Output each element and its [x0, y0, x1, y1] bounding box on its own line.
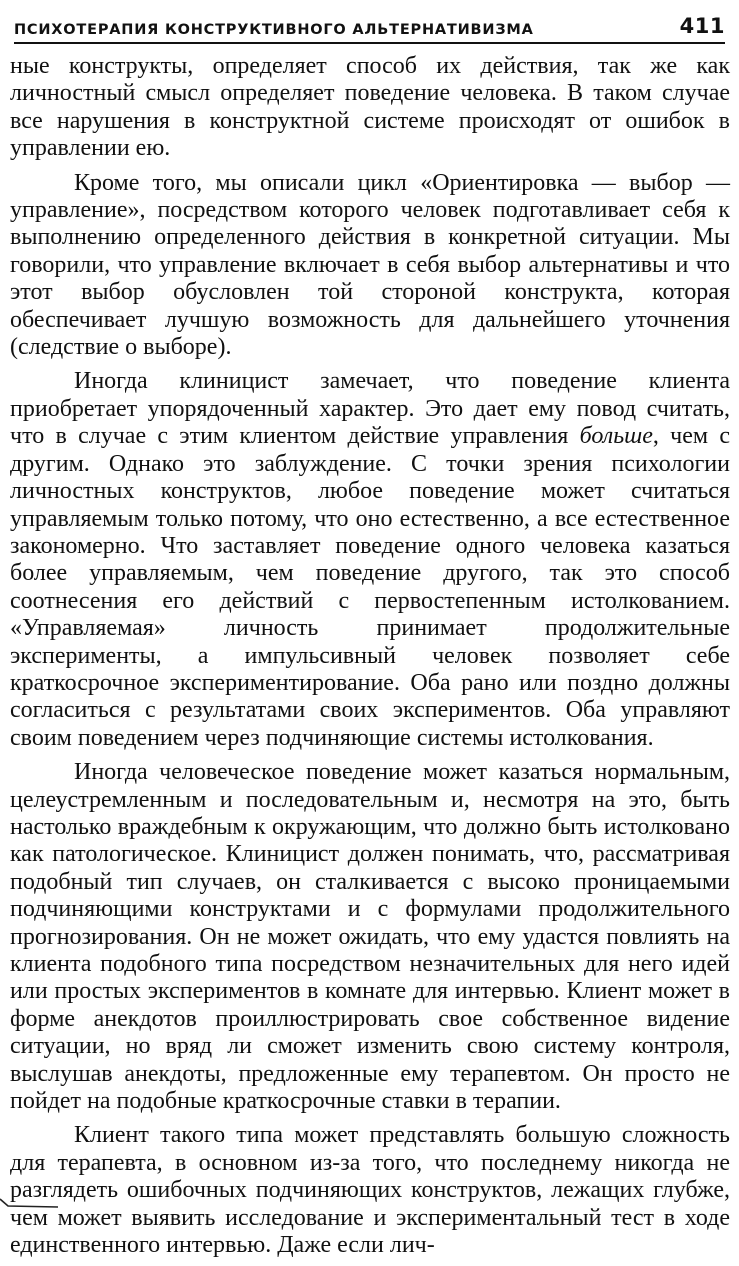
paragraph-continuation [10, 53, 730, 163]
running-head [14, 14, 725, 44]
paragraph [10, 1122, 730, 1259]
paragraph [10, 368, 730, 752]
running-title: ПСИХОТЕРАПИЯ КОНСТРУКТИВНОГО АЛЬТЕРНАТИВИЗМА [14, 22, 534, 38]
page-number: 411 [679, 14, 725, 38]
paragraph [10, 759, 730, 1115]
paragraph-text: Кроме того, мы описали цикл «Ориентировка — выбор — управление», посредством которого человек подготавливает себя к выполнению определенного действия в конкретной ситуации. Мы говорили, что управление включает в себя выбор альтернативы и что этот выбор обусловлен той стороной конструкта, которая обеспечивает лучшую возможность для дальнейшего уточнения (следствие о выборе). [10, 169, 730, 361]
scan-edge-mark [0, 1197, 60, 1209]
paragraph-text: Иногда человеческое поведение может казаться нормальным, целеустремленным и последовательным и, несмотря на это, быть настолько враждебным к окружающим, что должно быть истолковано как патологическое. Клиницист должен понимать, что, рассматривая подобный тип случаев, он сталкивается с высоко проницаемыми подчиняющими конструктами и с формулами продолжительного прогнозирования. Он не может ожидать, что ему удастся повлиять на клиента подобного типа посредством незначительных для него идей или простых экспериментов в комнате для интервью. Клиент может в форме анекдотов проиллюстрировать свое собственное видение ситуации, но вряд ли сможет изменить свою систему контроля, выслушав анекдоты, предложенные ему терапевтом. Он просто не пойдет на подобные краткосрочные ставки в терапии. [10, 759, 730, 1115]
paragraph [10, 170, 730, 362]
emphasized-word: больше [579, 423, 653, 450]
body-text [10, 53, 730, 1266]
paragraph-text: ные конструкты, определяет способ их действия, так же как личностный смысл определяет поведение человека. В таком случае все нарушения в конструктной системе происходят от ошибок в управлении ею. [10, 53, 730, 162]
paragraph-text: Клиент такого типа может представлять большую сложность для терапевта, в основном из-за того, что последнему никогда не разглядеть ошибочных подчиняющих конструктов, лежащих глубже, чем может выявить исследование и экспериментальный тест в ходе единственного интервью. Даже если лич- [10, 1122, 730, 1259]
paragraph-text: , чем с другим. Однако это заблуждение. С точки зрения психологии личностных конструктов, любое поведение может считаться управляемым только потому, что оно естественно, а все естественное закономерно. Что заставляет поведение одного человека казаться более управляемым, чем поведение другого, так это способ соотнесения его действий с первостепенным истолкованием. «Управляемая» личность принимает продолжительные эксперименты, а импульсивный человек позволяет себе краткосрочное экспериментирование. Оба рано или поздно должны согласиться с результатами своих экспериментов. Оба управляют своим поведением через подчиняющие системы истолкования. [10, 423, 730, 751]
paragraph-text: Иногда клиницист замечает, что поведение клиента приобретает упорядоченный характер. Это дает ему повод считать, что в случае с этим клиентом действие управления [10, 368, 730, 450]
